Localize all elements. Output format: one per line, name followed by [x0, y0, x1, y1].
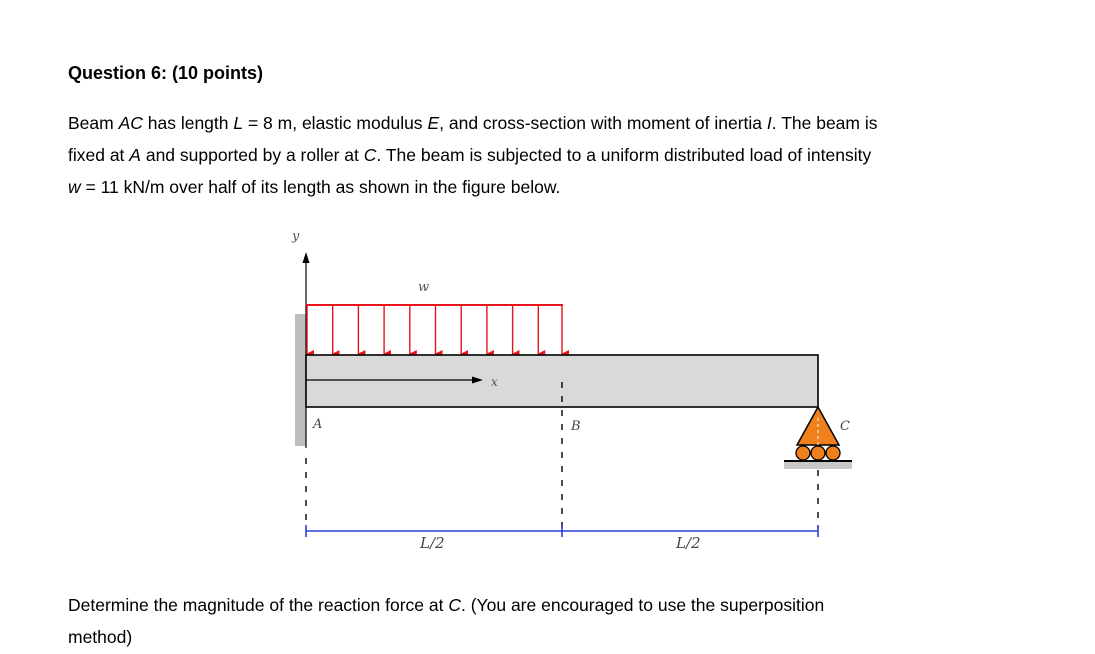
load-arrows — [307, 305, 562, 354]
question-prompt — [68, 589, 1068, 653]
roller-wheel — [826, 446, 840, 460]
dimension-label-right: L/2 — [676, 534, 701, 552]
question-title: Question 6: (10 points) — [68, 63, 264, 83]
point-a-label: A — [313, 417, 323, 432]
x-axis-label: x — [491, 375, 498, 389]
roller-wheel — [796, 446, 810, 460]
dimension-label-left: L/2 — [420, 534, 445, 552]
y-axis-arrowhead — [303, 252, 310, 263]
roller-wheel — [811, 446, 825, 460]
statement-line-3: w = 11 kN/m over half of its length as shown in the figure below. — [68, 177, 561, 197]
fixed-wall — [295, 314, 306, 446]
statement-line-2: fixed at A and supported by a roller at C. The beam is subjected to a uniform distributed load of intensity — [68, 145, 872, 165]
prompt-line-2: method) — [68, 627, 133, 647]
ground-plate — [784, 461, 852, 469]
load-label: w — [418, 280, 430, 295]
y-axis-label: y — [292, 229, 300, 244]
point-b-label: B — [571, 419, 581, 434]
point-c-label: C — [840, 419, 850, 434]
statement-line-1: Beam AC has length L = 8 m, elastic modulus E, and cross-section with moment of inertia I. The beam is — [68, 113, 878, 133]
prompt-line-1: Determine the magnitude of the reaction force at C. (You are encouraged to use the superposition — [68, 595, 825, 615]
